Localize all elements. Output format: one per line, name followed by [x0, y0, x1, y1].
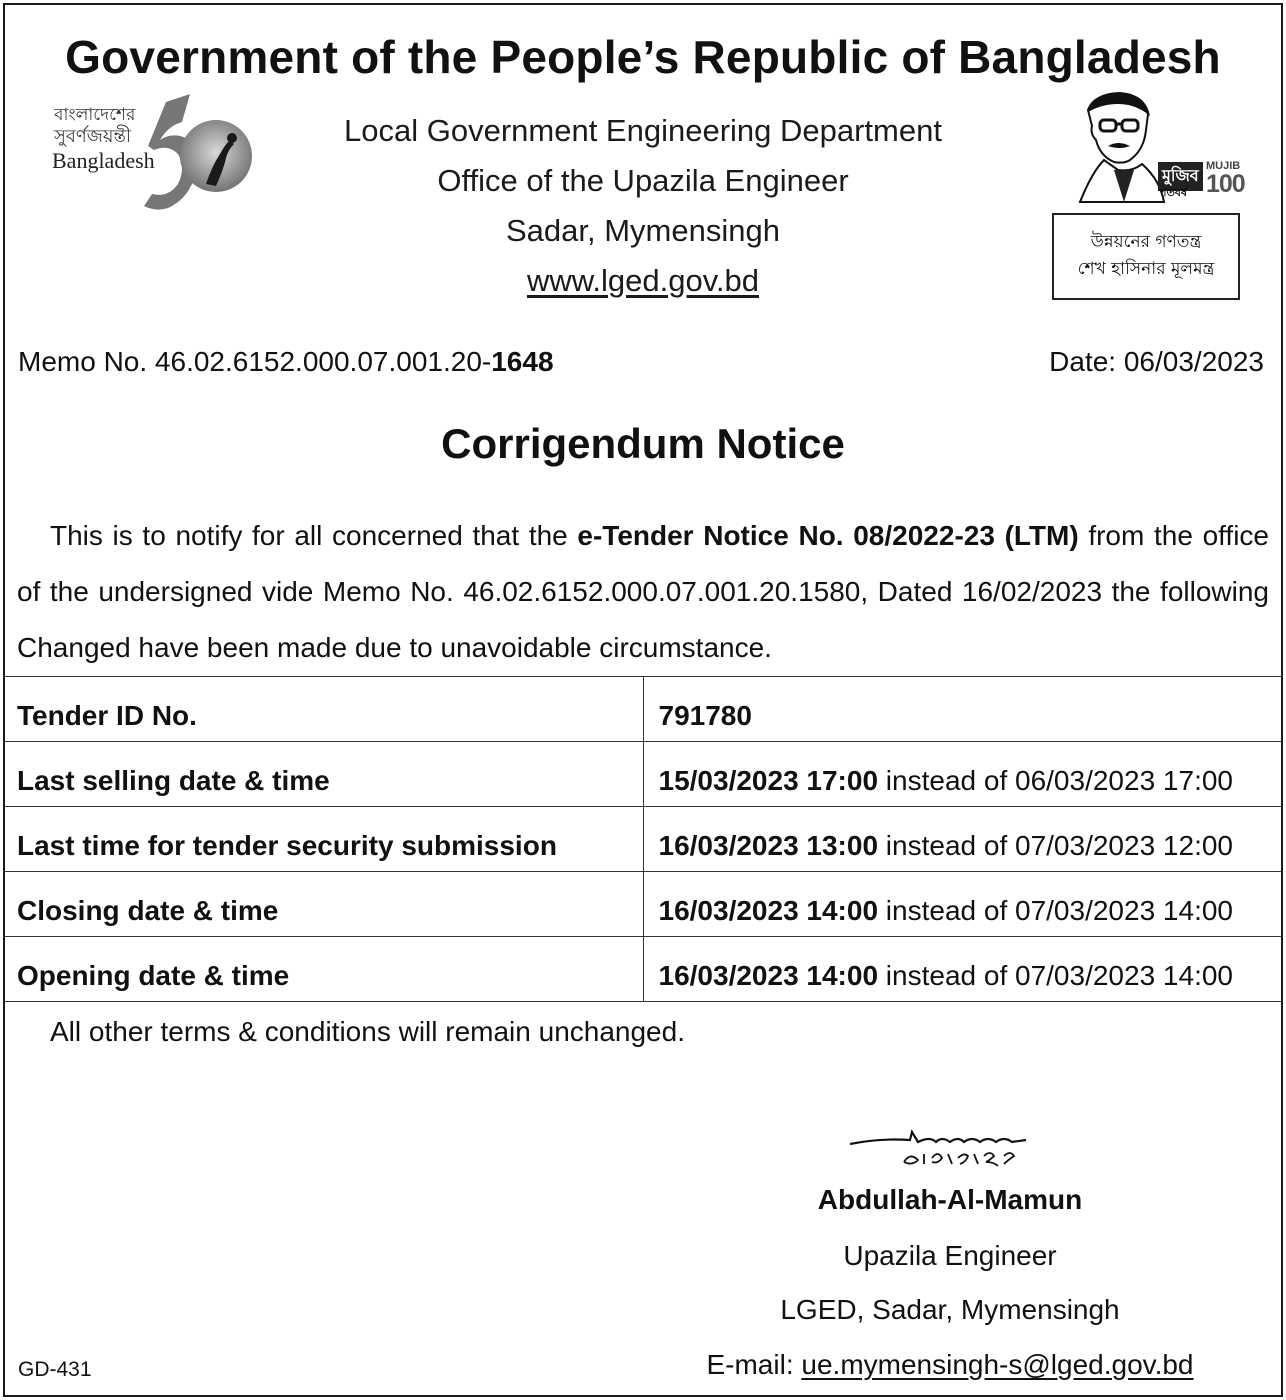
table-row	[5, 872, 1281, 937]
golden-jubilee-logo	[48, 88, 258, 216]
signatory-office: LGED, Sadar, Mymensingh	[780, 1294, 1120, 1325]
mujib-100-number: 100	[1206, 170, 1245, 198]
row-label: Closing date & time	[5, 872, 643, 937]
tender-change-table	[5, 676, 1281, 1002]
new-value: 16/03/2023 13:00	[658, 830, 879, 861]
notice-date: Date: 06/03/2023	[1049, 346, 1264, 377]
row-value	[643, 807, 1281, 872]
memo-number	[18, 346, 554, 378]
body-part1: This is to notify for all concerned that the	[50, 520, 578, 551]
row-label: Last time for tender security submission	[5, 807, 643, 872]
office-name: Office of the Upazila Engineer	[437, 163, 849, 198]
notice-body	[17, 508, 1269, 676]
mujib-english-text: MUJIB	[1206, 160, 1241, 172]
old-value: instead of 07/03/2023 12:00	[878, 830, 1233, 861]
mujib-100-text	[1158, 162, 1244, 202]
row-value	[643, 742, 1281, 807]
jubilee-bangla-line1: বাংলাদেশের	[54, 105, 136, 125]
new-value: 16/03/2023 14:00	[658, 960, 879, 991]
mujib-100-logo	[1074, 90, 1246, 210]
slogan-line1: উন্নয়নের গণতন্ত্র	[1090, 232, 1202, 252]
row-value	[643, 677, 1281, 742]
table-row	[5, 677, 1281, 742]
table-row	[5, 937, 1281, 1002]
memo-prefix: Memo No. 46.02.6152.000.07.001.20-	[18, 346, 492, 377]
slogan-box	[1052, 213, 1240, 300]
signatory-email	[700, 1349, 1200, 1381]
jubilee-english-text: Bangladesh	[52, 148, 155, 173]
body-part2: from the office of the undersigned vide Memo No. 46.02.6152.000.07.001.20.1580, Dated 16/02/2023 the following Changed have been made due to unavoidable circumstance.	[17, 520, 1269, 663]
new-value: 15/03/2023 17:00	[658, 765, 879, 796]
row-label: Tender ID No.	[5, 677, 643, 742]
new-value: 16/03/2023 14:00	[658, 895, 879, 926]
memo-serial: 1648	[491, 346, 554, 377]
footer-code: GD-431	[18, 1358, 92, 1381]
signatory-name: Abdullah-Al-Mamun	[817, 1184, 1083, 1215]
notice-title: Corrigendum Notice	[441, 420, 845, 467]
office-location: Sadar, Mymensingh	[506, 213, 780, 248]
old-value: instead of 07/03/2023 14:00	[878, 960, 1233, 991]
old-value: instead of 06/03/2023 17:00	[878, 765, 1233, 796]
table-row	[5, 807, 1281, 872]
signatory-designation: Upazila Engineer	[843, 1240, 1057, 1271]
row-label: Opening date & time	[5, 937, 643, 1002]
slogan-line2: শেখ হাসিনার মূলমন্ত্র	[1077, 259, 1215, 279]
old-value: instead of 07/03/2023 14:00	[878, 895, 1233, 926]
row-value	[643, 872, 1281, 937]
satabarsha-text: শতবর্ষ	[1160, 187, 1187, 199]
new-value: 791780	[658, 700, 752, 731]
department-name: Local Government Engineering Department	[344, 113, 942, 148]
row-label: Last selling date & time	[5, 742, 643, 807]
website-link[interactable]: www.lged.gov.bd	[526, 263, 760, 298]
tender-reference: e-Tender Notice No. 08/2022-23 (LTM)	[577, 520, 1079, 551]
remain-unchanged-text: All other terms & conditions will remain unchanged.	[50, 1016, 685, 1047]
government-title: Government of the People’s Republic of Bangladesh	[65, 31, 1221, 83]
jubilee-bangla-line2: সুবর্ণজয়ন্তী	[54, 126, 132, 147]
row-value	[643, 937, 1281, 1002]
mujib-bangla-text: মুজিব	[1158, 162, 1203, 191]
email-label: E-mail:	[706, 1349, 802, 1380]
email-link[interactable]: ue.mymensingh-s@lged.gov.bd	[801, 1349, 1194, 1380]
table-row	[5, 742, 1281, 807]
handwritten-signature-icon	[840, 1122, 1040, 1172]
